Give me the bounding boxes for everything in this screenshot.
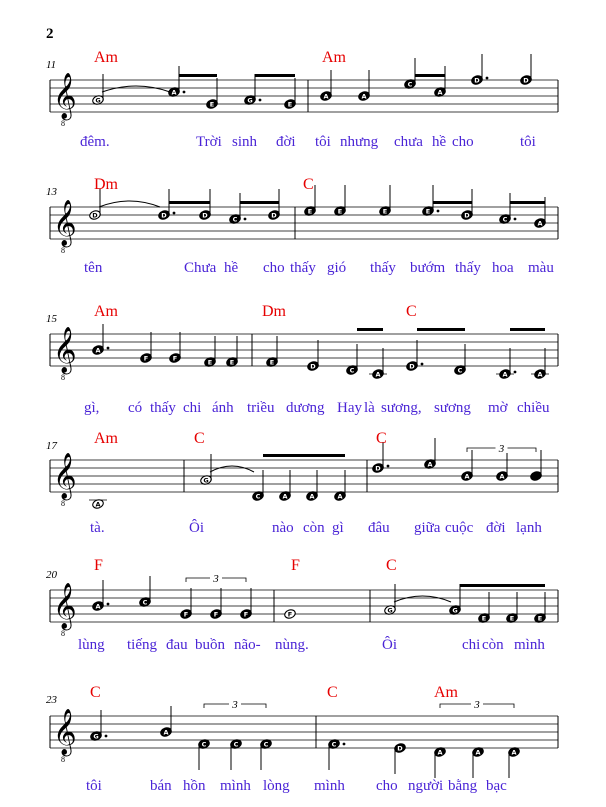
lyric-syllable: hề — [432, 134, 447, 150]
notehead-letter: A — [427, 460, 433, 469]
treble-clef-icon: 𝄞 — [53, 583, 77, 629]
notehead-letter: G — [203, 476, 209, 485]
notehead-letter: A — [337, 492, 343, 501]
notehead-letter: A — [95, 346, 101, 355]
note-beam — [169, 201, 210, 204]
notehead-letter: A — [309, 492, 315, 501]
lyric-syllable: đời — [276, 134, 296, 150]
notehead-letter: E — [337, 207, 343, 216]
notehead-letter: G — [95, 96, 101, 105]
lyric-syllable: thấy — [150, 400, 176, 416]
measure-number: 20 — [46, 569, 57, 581]
notehead-letter: C — [201, 740, 207, 749]
tuplet-number: 3 — [213, 573, 219, 585]
note-beam — [510, 328, 545, 331]
lyric-syllable: giữa — [414, 520, 441, 536]
lyric-syllable: chiều — [517, 400, 550, 416]
lyric-syllable: đời — [486, 520, 506, 536]
octave-clef-marker: 8 — [61, 755, 65, 764]
notehead-letter: G — [247, 96, 253, 105]
lyric-syllable: thấy — [370, 260, 396, 276]
chord-symbol: C — [327, 684, 338, 701]
lyric-syllable: hề — [224, 260, 239, 276]
lyric-syllable: nùng. — [275, 637, 309, 653]
notehead-letter: F — [243, 610, 249, 619]
chord-symbol: C — [194, 430, 205, 447]
measure-number: 13 — [46, 186, 57, 198]
lyric-syllable: mình — [514, 637, 545, 653]
lyric-syllable: còn — [482, 637, 504, 653]
lyric-syllable: mình — [314, 778, 345, 794]
augmentation-dot — [244, 218, 247, 221]
notehead-letter: C — [349, 366, 355, 375]
augmentation-dot — [486, 77, 489, 80]
octave-clef-marker: 8 — [61, 373, 65, 382]
notehead-letter: C — [331, 740, 337, 749]
notehead-letter: C — [233, 740, 239, 749]
lyric-syllable: tôi — [86, 778, 102, 794]
lyric-syllable: bán — [150, 778, 172, 794]
lyric-syllable: đêm. — [80, 134, 110, 150]
notehead-letter: A — [464, 472, 470, 481]
lyric-syllable: chưa — [394, 134, 423, 150]
notehead-letter: A — [511, 748, 517, 757]
notehead-letter: E — [287, 100, 293, 109]
notehead-letter: E — [481, 614, 487, 623]
notehead-letter: D — [464, 211, 470, 220]
note-beam — [255, 74, 295, 77]
notehead-letter: G — [452, 606, 458, 615]
note-beam — [460, 584, 545, 587]
measure-number: 23 — [46, 694, 57, 706]
treble-clef-icon: 𝄞 — [53, 200, 77, 246]
notehead-letter: A — [475, 748, 481, 757]
tuplet-number: 3 — [474, 699, 480, 711]
lyric-syllable: bằng — [448, 778, 478, 794]
note-beam — [417, 328, 465, 331]
notehead-letter: F — [213, 610, 219, 619]
notehead-letter: D — [523, 76, 529, 85]
notehead-letter: C — [502, 215, 508, 224]
tuplet-number: 3 — [232, 699, 238, 711]
notehead-letter: A — [437, 88, 443, 97]
notehead-letter: C — [255, 492, 261, 501]
lyric-syllable: mình — [220, 778, 251, 794]
notehead-letter: A — [361, 92, 367, 101]
notehead-letter: A — [537, 370, 543, 379]
lyric-syllable: gì — [332, 520, 344, 536]
notehead-letter: A — [95, 602, 101, 611]
chord-symbol: Am — [94, 49, 118, 66]
lyric-syllable: là — [364, 400, 375, 416]
lyric-syllable: chi — [462, 637, 481, 653]
note-beam — [357, 328, 383, 331]
lyric-syllable: nhưng — [340, 134, 379, 150]
notehead-letter: F — [143, 354, 149, 363]
notehead-letter: A — [502, 370, 508, 379]
lyric-syllable: sương, — [381, 400, 422, 416]
notehead-letter: E — [509, 614, 515, 623]
chord-symbol: C — [90, 684, 101, 701]
lyric-syllable: bạc — [486, 778, 507, 794]
lyric-syllable: chi — [183, 400, 202, 416]
augmentation-dot — [421, 363, 424, 366]
note-beam — [179, 74, 217, 77]
lyric-syllable: thấy — [290, 260, 316, 276]
lyric-syllable: lòng — [263, 778, 290, 794]
augmentation-dot — [514, 218, 517, 221]
notehead-letter: C — [142, 598, 148, 607]
lyric-syllable: thấy — [455, 260, 481, 276]
notehead-letter: D — [202, 211, 208, 220]
notehead-letter: E — [269, 358, 275, 367]
notehead-letter: F — [172, 354, 178, 363]
chord-symbol: F — [94, 557, 103, 574]
tie-curve — [394, 596, 451, 602]
lyric-syllable: Ôi — [189, 520, 204, 536]
chord-symbol: C — [406, 303, 417, 320]
notehead-letter: D — [375, 464, 381, 473]
chord-symbol: Am — [94, 303, 118, 320]
notehead-letter: D — [92, 211, 98, 220]
lyric-syllable: gió — [327, 260, 347, 276]
notehead-letter: G — [387, 606, 393, 615]
notehead-letter: D — [310, 362, 316, 371]
lyric-syllable: sinh — [232, 134, 258, 150]
notehead-letter: A — [537, 219, 543, 228]
augmentation-dot — [107, 347, 110, 350]
notehead-letter: A — [323, 92, 329, 101]
chord-symbol: Am — [322, 49, 346, 66]
notehead-letter: C — [457, 366, 463, 375]
lyric-syllable: dương — [286, 400, 325, 416]
note-beam — [415, 74, 445, 77]
measure-number: 17 — [46, 440, 57, 452]
augmentation-dot — [514, 371, 517, 374]
augmentation-dot — [173, 212, 176, 215]
notehead-letter: F — [183, 610, 189, 619]
notehead-letter: D — [409, 362, 415, 371]
tuplet-number: 3 — [498, 443, 505, 455]
lyric-syllable: đau — [166, 637, 188, 653]
notehead-letter: E — [229, 358, 235, 367]
notehead-letter: E — [307, 207, 313, 216]
notehead-letter: A — [163, 728, 169, 737]
augmentation-dot — [259, 99, 262, 102]
notehead-letter: D — [397, 744, 403, 753]
tie-curve — [102, 86, 170, 92]
lyric-syllable: cuộc — [445, 520, 474, 536]
notehead-letter: A — [95, 500, 101, 509]
lyric-syllable: triều — [247, 400, 275, 416]
notehead-letter: E — [207, 358, 213, 367]
lyric-syllable: nào — [272, 520, 294, 536]
treble-clef-icon: 𝄞 — [53, 327, 77, 373]
lyric-syllable: gì, — [84, 400, 100, 416]
notehead-letter: C — [232, 215, 238, 224]
octave-clef-marker: 8 — [61, 499, 65, 508]
lyric-syllable: Chưa — [184, 260, 217, 276]
lyric-syllable: cho — [376, 778, 398, 794]
lyric-syllable: tên — [84, 260, 103, 276]
octave-clef-marker: 8 — [61, 119, 65, 128]
notehead-letter: A — [375, 370, 381, 379]
lyric-syllable: tiếng — [127, 637, 157, 653]
lyric-syllable: cho — [263, 260, 285, 276]
notehead-letter: D — [271, 211, 277, 220]
lyric-syllable: hồn — [183, 778, 206, 794]
page-number: 2 — [46, 26, 54, 42]
lyric-syllable: mờ — [488, 400, 508, 416]
chord-symbol: C — [376, 430, 387, 447]
measure-number: 15 — [46, 313, 57, 325]
notehead-letter: A — [499, 472, 505, 481]
lyric-syllable: ánh — [212, 400, 234, 416]
lyric-syllable: Ôi — [382, 637, 397, 653]
notehead-letter: D — [474, 76, 480, 85]
tie-curve — [99, 201, 160, 207]
tie-curve — [210, 466, 254, 472]
chord-symbol: Dm — [262, 303, 286, 320]
notehead-letter: E — [425, 207, 431, 216]
augmentation-dot — [387, 465, 390, 468]
lyric-syllable: màu — [528, 260, 554, 276]
augmentation-dot — [343, 743, 346, 746]
notehead-letter: A — [171, 88, 177, 97]
treble-clef-icon: 𝄞 — [53, 73, 77, 119]
lyric-syllable: còn — [303, 520, 325, 536]
octave-clef-marker: 8 — [61, 629, 65, 638]
octave-clef-marker: 8 — [61, 246, 65, 255]
notehead-letter: E — [537, 614, 543, 623]
lyric-syllable: đâu — [368, 520, 390, 536]
notehead-letter: D — [161, 211, 167, 220]
augmentation-dot — [107, 603, 110, 606]
treble-clef-icon: 𝄞 — [53, 709, 77, 755]
chord-symbol: Am — [94, 430, 118, 447]
notehead-letter: C — [263, 740, 269, 749]
lyric-syllable: tôi — [520, 134, 536, 150]
lyric-syllable: lùng — [78, 637, 105, 653]
lyric-syllable: não- — [234, 637, 261, 653]
augmentation-dot — [183, 91, 186, 94]
notehead-letter: E — [382, 207, 388, 216]
notehead-letter: A — [437, 748, 443, 757]
lyric-syllable: lạnh — [516, 520, 542, 536]
note-beam — [433, 201, 472, 204]
treble-clef-icon: 𝄞 — [53, 453, 77, 499]
chord-symbol: C — [303, 176, 314, 193]
measure-number: 11 — [46, 59, 57, 71]
note-beam — [240, 201, 279, 204]
lyric-syllable: hoa — [492, 260, 514, 276]
augmentation-dot — [437, 210, 440, 213]
chord-symbol: C — [386, 557, 397, 574]
chord-symbol: Dm — [94, 176, 118, 193]
notehead-letter: F — [287, 610, 293, 619]
notehead-letter: G — [93, 732, 99, 741]
lyric-syllable: có — [128, 400, 143, 416]
note-beam — [510, 201, 545, 204]
lyric-syllable: Hay — [337, 400, 362, 416]
lyric-syllable: người — [408, 778, 444, 794]
chord-symbol: Am — [434, 684, 458, 701]
lyric-syllable: cho — [452, 134, 474, 150]
lyric-syllable: tôi — [315, 134, 331, 150]
lyric-syllable: sương — [434, 400, 471, 416]
lyric-syllable: Trời — [196, 134, 222, 150]
chord-symbol: F — [291, 557, 300, 574]
lyric-syllable: tà. — [90, 520, 105, 536]
notehead-letter: C — [407, 80, 413, 89]
notehead-letter: E — [209, 100, 215, 109]
lyric-syllable: bướm — [410, 260, 446, 276]
augmentation-dot — [105, 735, 108, 738]
lyric-syllable: buồn — [195, 637, 225, 653]
notehead-letter: A — [282, 492, 288, 501]
note-beam — [263, 454, 345, 457]
